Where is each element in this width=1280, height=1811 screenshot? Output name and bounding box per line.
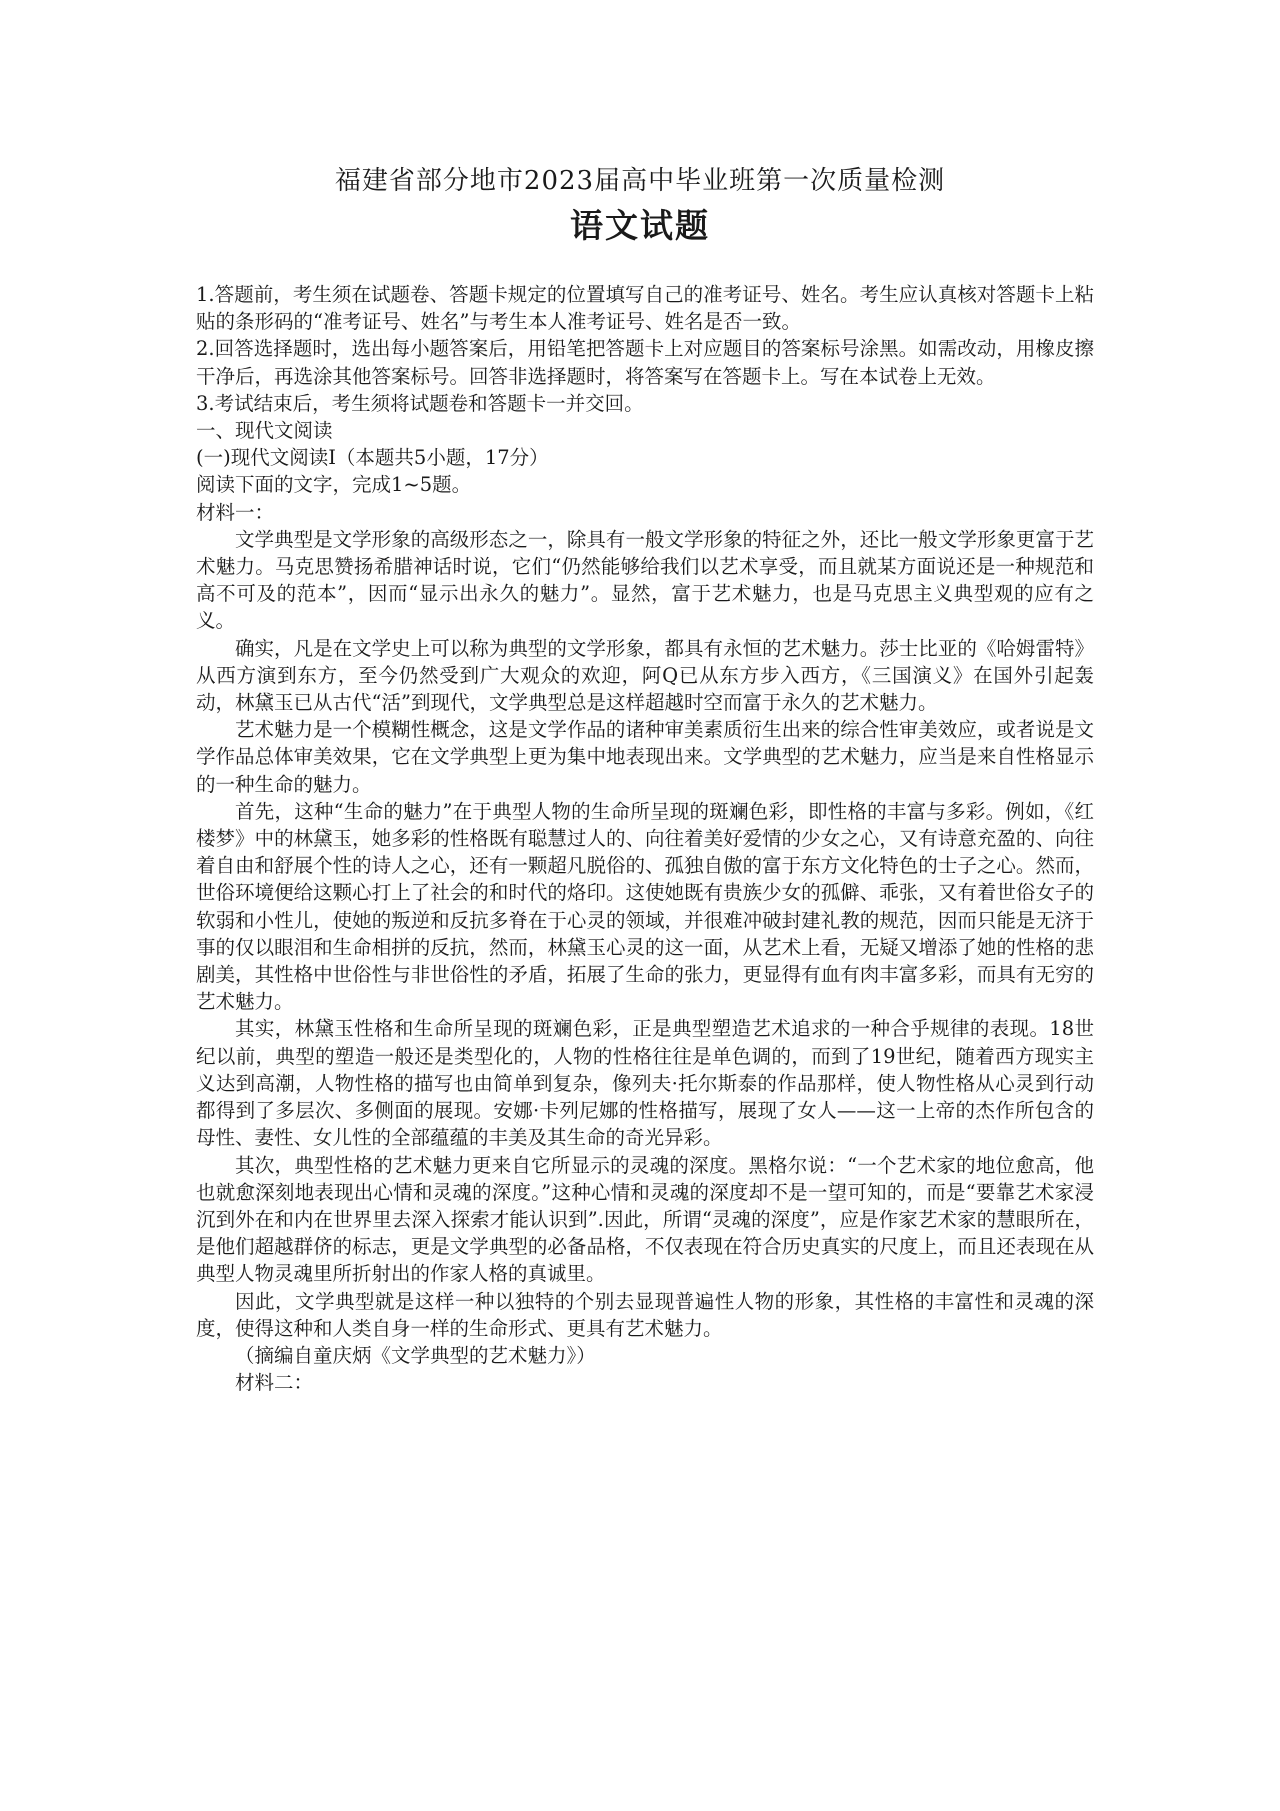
paragraph-3: 艺术魅力是一个模糊性概念，这是文学作品的诸种审美素质衍生出来的综合性审美效应，或者说是文学作品总体审美效果，它在文学典型上更为集中地表现出来。文学典型的艺术魅力，应当是来自性格显示的一种生命的魅力。 [196,718,1094,796]
paragraph-6: 其次，典型性格的艺术魅力更来自它所显示的灵魂的深度。黑格尔说：“一个艺术家的地位愈高，他也就愈深刻地表现出心情和灵魂的深度。”这种心情和灵魂的深度却不是一望可知的，而是“要靠艺术家浸沉到外在和内在世界里去深入探索才能认识到”.因此，所谓“灵魂的深度”，应是作家艺术家的慧眼所在，是他们超越群侪的标志，更是文学典型的必备品格，不仅表现在符合历史真实的尺度上，而且还表现在从典型人物灵魂里所折射出的作家人格的真诚里。 [196,1153,1094,1286]
page-title: 福建省部分地市2023届高中毕业班第一次质量检测 [334,166,946,196]
paragraph-7: 因此，文学典型就是这样一种以独特的个别去显现普遍性人物的形象，其性格的丰富性和灵魂的深度，使得这种和人类自身一样的生命形式、更具有艺术魅力。 [196,1289,1094,1340]
paragraph-5: 其实，林黛玉性格和生命所呈现的斑斓色彩，正是典型塑造艺术追求的一种合乎规律的表现。18世纪以前，典型的塑造一般还是类型化的，人物的性格往往是单色调的，而到了19世纪，随着西方现实主义达到高潮，人物性格的描写也由简单到复杂，像列夫·托尔斯泰的作品那样，使人物性格从心灵到行动都得到了多层次、多侧面的展现。安娜·卡列尼娜的性格描写，展现了女人——这一上帝的杰作所包含的母性、妻性、女儿性的全部蕴蕴的丰美及其生命的奇光异彩。 [196,1017,1094,1150]
material-1-label: 材料一： [196,500,275,524]
instruction-3: 3.考试结束后，考生须将试题卷和答题卡一并交回。 [196,391,644,415]
page-subtitle: 语文试题 [570,206,710,245]
paragraph-2: 确实，凡是在文学史上可以称为典型的文学形象，都具有永恒的艺术魅力。莎士比亚的《哈姆雷特》从西方演到东方，至今仍然受到广大观众的欢迎，阿Q已从东方步入西方，《三国演义》在国外引起轰动，林黛玉已从古代“活”到现代，文学典型总是这样超越时空而富于永久的艺术魅力。 [196,636,1094,715]
section-heading: 一、现代文阅读 [196,419,333,443]
section-subheading: (一)现代文阅读Ⅰ（本题共5小题，17分） [196,446,549,470]
section-instruction: 阅读下面的文字，完成1~5题。 [196,473,472,497]
exam-content [196,281,1094,1396]
material-2-label: 材料二： [235,1371,314,1395]
instruction-2: 2.回答选择题时，选出每小题答案后，用铅笔把答题卡上对应题目的答案标号涂黑。如需改动，用橡皮擦干净后，再选涂其他答案标号。回答非选择题时，将答案写在答题卡上。写在本试卷上无效。 [196,337,1094,388]
paragraph-1: 文学典型是文学形象的高级形态之一，除具有一般文学形象的特征之外，还比一般文学形象更富于艺术魅力。马克思赞扬希腊神话时说，它们“仍然能够给我们以艺术享受，而且就某方面说还是一种规范和高不可及的范本”，因而“显示出永久的魅力”。显然，富于艺术魅力，也是马克思主义典型观的应有之义。 [196,527,1094,633]
source-citation: （摘编自童庆炳《文学典型的艺术魅力》） [235,1343,596,1367]
paragraph-4: 首先，这种“生命的魅力”在于典型人物的生命所呈现的斑斓色彩，即性格的丰富与多彩。例如，《红楼梦》中的林黛玉，她多彩的性格既有聪慧过人的、向往着美好爱情的少女之心，又有诗意充盈的、向往着自由和舒展个性的诗人之心，还有一颗超凡脱俗的、孤独自傲的富于东方文化特色的士子之心。然而，世俗环境便给这颗心打上了社会的和时代的烙印。这使她既有贵族少女的孤僻、乖张，又有着世俗女子的软弱和小性儿，使她的叛逆和反抗多脊在于心灵的领域，并很难冲破封建礼教的规范，因而只能是无济于事的仅以眼泪和生命相拼的反抗，然而，林黛玉心灵的这一面，从艺术上看，无疑又增添了她的性格的悲剧美，其性格中世俗性与非世俗性的矛盾，拓展了生命的张力，更显得有血有肉丰富多彩，而具有无穷的艺术魅力。 [196,799,1094,1014]
instruction-1: 1.答题前，考生须在试题卷、答题卡规定的位置填写自己的准考证号、姓名。考生应认真核对答题卡上粘贴的条形码的“准考证号、姓名”与考生本人准考证号、姓名是否一致。 [196,283,1094,334]
